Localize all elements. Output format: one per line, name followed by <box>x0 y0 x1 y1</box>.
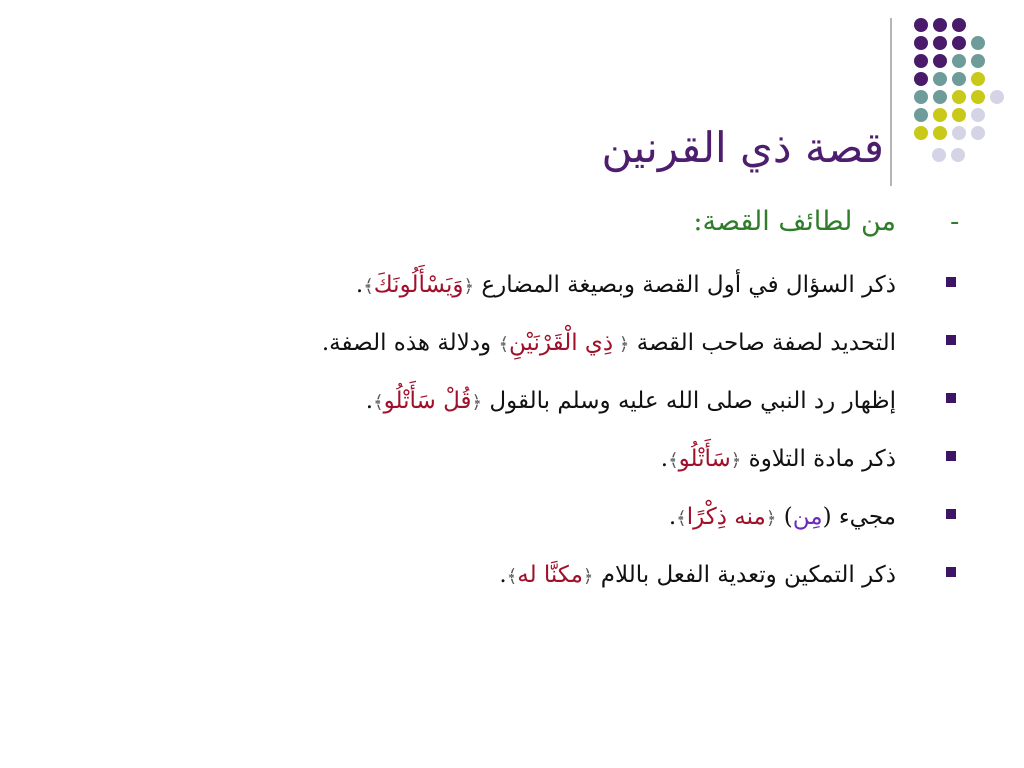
quran-quote: مكنَّا له <box>517 562 583 588</box>
bullet-text-segment: . <box>660 446 669 472</box>
bullet-item <box>0 497 1024 545</box>
bullet-item <box>0 439 1024 487</box>
decorative-dot <box>933 108 947 122</box>
bullet-text-segment: . <box>355 272 364 298</box>
decorative-dot <box>952 36 966 50</box>
bullet-text-segment: ذكر السؤال في أول القصة وبصيغة المضارع <box>474 272 896 298</box>
square-bullet-icon <box>946 509 956 519</box>
ornate-bracket: ﴿ <box>471 392 483 413</box>
decorative-dot <box>914 54 928 68</box>
ornate-bracket: ﴾ <box>498 334 510 355</box>
bullet-item <box>0 265 1024 313</box>
bullet-item <box>0 323 1024 371</box>
decorative-dot <box>933 90 947 104</box>
quran-quote: وَيَسْأَلُونَكَ <box>373 272 464 298</box>
ornate-bracket: ﴾ <box>676 508 687 529</box>
decorative-dot <box>932 148 946 162</box>
ornate-bracket: ﴾ <box>373 392 384 413</box>
square-bullet-icon <box>946 277 956 287</box>
bullet-text-segment: ) <box>776 504 793 530</box>
decorative-dot <box>914 72 928 86</box>
bullet-text-segment: . <box>499 562 507 588</box>
decorative-dot <box>971 90 985 104</box>
decorative-dot <box>952 18 966 32</box>
decorative-dot <box>952 90 966 104</box>
bullet-text-segment: ودلالة هذه الصفة. <box>321 330 499 356</box>
decorative-dot <box>990 90 1004 104</box>
decorative-dot <box>914 108 928 122</box>
decorative-dot <box>952 72 966 86</box>
subheading: من لطائف القصة: <box>693 206 896 237</box>
bullet-text-segment: التحديد لصفة صاحب القصة <box>629 330 896 356</box>
decorative-dot <box>933 54 947 68</box>
bullet-text-segment: مجيء ( <box>822 504 896 530</box>
decorative-dot <box>971 108 985 122</box>
decorative-dot <box>933 36 947 50</box>
subheading-marker: - <box>950 207 960 237</box>
highlighted-word: مِن <box>792 504 823 530</box>
bullet-text <box>661 439 896 481</box>
decorative-dot <box>914 90 928 104</box>
bullet-item <box>0 555 1024 603</box>
square-bullet-icon <box>946 335 956 345</box>
decorative-dot <box>971 36 985 50</box>
quran-quote: قُلْ سَأَتْلُو <box>383 388 472 414</box>
ornate-bracket: ﴿ <box>613 334 630 355</box>
ornate-bracket: ﴾ <box>363 276 374 297</box>
bullet-text <box>356 265 896 307</box>
bullet-text-segment: . <box>668 504 677 530</box>
bullet-text <box>366 381 896 423</box>
decorative-dot <box>914 36 928 50</box>
decorative-dot <box>952 108 966 122</box>
decorative-dot <box>971 126 985 140</box>
quran-quote: ذِي الْقَرْنَيْنِ <box>509 330 614 356</box>
ornate-bracket: ﴾ <box>668 450 679 471</box>
bullet-text <box>499 555 896 597</box>
bullet-text <box>322 323 896 365</box>
square-bullet-icon <box>946 567 956 577</box>
decorative-dot <box>952 54 966 68</box>
square-bullet-icon <box>946 451 956 461</box>
decorative-dot <box>952 126 966 140</box>
bullet-text-segment: ذكر التمكين وتعدية الفعل باللام <box>593 562 896 588</box>
bullet-text-segment: إظهار رد النبي صلى الله عليه وسلم بالقول <box>482 388 896 414</box>
quran-quote: سَأَتْلُو <box>678 446 731 472</box>
decorative-dot <box>971 54 985 68</box>
bullet-text-segment: . <box>365 388 374 414</box>
decorative-dot <box>914 126 928 140</box>
decorative-dot <box>951 148 965 162</box>
decorative-dot <box>914 18 928 32</box>
ornate-bracket: ﴿ <box>765 508 777 529</box>
bullet-text-segment: ذكر مادة التلاوة <box>741 446 896 472</box>
quran-quote: منه ذِكْرًا <box>686 504 766 530</box>
square-bullet-icon <box>946 393 956 403</box>
bullet-text <box>669 497 896 539</box>
decorative-dot <box>933 72 947 86</box>
slide-title: قصة ذي القرنين <box>601 123 884 172</box>
ornate-bracket: ﴾ <box>506 566 518 587</box>
ornate-bracket: ﴿ <box>730 450 742 471</box>
decorative-dot <box>933 126 947 140</box>
decorative-dot <box>971 72 985 86</box>
decorative-dot <box>933 18 947 32</box>
ornate-bracket: ﴿ <box>582 566 594 587</box>
bullet-item <box>0 381 1024 429</box>
title-divider-line <box>890 18 892 186</box>
ornate-bracket: ﴿ <box>463 276 475 297</box>
